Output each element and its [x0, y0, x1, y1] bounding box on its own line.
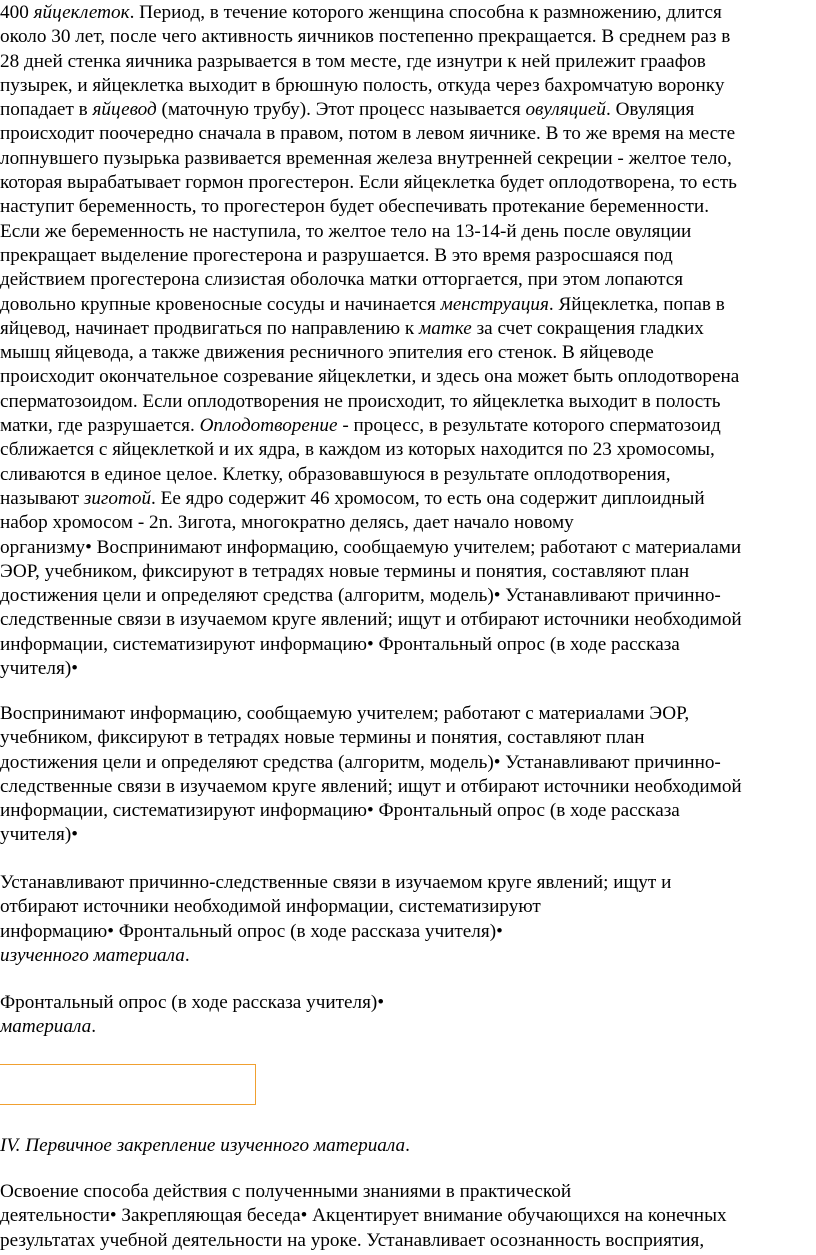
- text-line: [0, 98, 812, 122]
- text-segment: сперматозоидом. Если оплодотворения не происходит, то яйцеклетка выходит в полость: [0, 390, 721, 412]
- text-line: [0, 122, 812, 146]
- text-segment: Фронтальный опрос (в ходе рассказа учителя)•: [0, 992, 385, 1013]
- text-line: [0, 487, 812, 511]
- paragraph-activities-2: [0, 871, 812, 968]
- text-segment: матки, где разрушается.: [0, 415, 200, 437]
- text-segment: Устанавливают причинно-следственные связи в изучаемом круге явлений; ищут и: [0, 872, 672, 893]
- text-segment: называют: [0, 487, 84, 509]
- text-segment: информации, систематизируют информацию• Фронтальный опрос (в ходе рассказа: [0, 800, 680, 822]
- text-line: [0, 171, 812, 195]
- paragraph-activities-3: [0, 991, 812, 1040]
- text-segment: информации, систематизируют информацию• Фронтальный опрос (в ходе рассказа: [0, 633, 680, 655]
- text-segment: информацию• Фронтальный опрос (в ходе рассказа учителя)•: [0, 920, 503, 942]
- text-line: [0, 268, 812, 292]
- text-segment: .: [405, 1135, 410, 1156]
- text-line: [0, 1, 812, 25]
- text-line: [0, 317, 812, 341]
- text-segment: деятельности• Закрепляющая беседа• Акцентирует внимание обучающихся на конечных: [0, 1205, 727, 1227]
- text-line: [0, 1015, 812, 1039]
- text-line: [0, 584, 812, 608]
- text-line: [0, 560, 812, 584]
- text-line: [0, 775, 812, 799]
- text-line: [0, 920, 812, 944]
- text-segment: следственные связи в изучаемом круге явлений; ищут и отбирают источники необходимой: [0, 775, 742, 797]
- text-line: [0, 25, 812, 49]
- italic-term: менструация: [440, 293, 549, 315]
- text-segment: .: [91, 1016, 96, 1038]
- section-heading-iv: [0, 1134, 812, 1158]
- text-segment: сближается с яйцеклеткой и их ядра, в каждом из которых находится по 23 хромосомы,: [0, 439, 715, 461]
- text-segment: учителя)•: [0, 824, 78, 846]
- text-line: [0, 991, 812, 1015]
- italic-term: яйцеклеток: [33, 2, 130, 23]
- text-line: [0, 702, 812, 726]
- italic-term: Оплодотворение: [199, 415, 338, 437]
- text-segment: следственные связи в изучаемом круге явлений; ищут и отбирают источники необходимой: [0, 609, 742, 631]
- text-segment: Воспринимают информацию, сообщаемую учителем; работают с материалами ЭОР,: [0, 703, 690, 724]
- text-line: [0, 944, 812, 968]
- italic-term: IV. Первичное закрепление изученного материала: [0, 1135, 406, 1156]
- text-segment: достижения цели и определяют средства (алгоритм, модель)• Устанавливают причинно-: [0, 585, 721, 607]
- text-segment: . Яйцеклетка, попав в: [548, 293, 725, 315]
- text-line: [0, 74, 812, 98]
- text-line: [0, 608, 812, 632]
- text-line: [0, 511, 812, 535]
- text-segment: сливаются в единое целое. Клетку, образовавшуюся в результате оплодотворения,: [0, 463, 671, 485]
- text-line: [0, 220, 812, 244]
- text-segment: результатах учебной деятельности на уроке. Устанавливает осознанность восприятия,: [0, 1229, 705, 1251]
- text-line: [0, 341, 812, 365]
- text-segment: Освоение способа действия с полученными знаниями в практической: [0, 1181, 572, 1202]
- text-line: [0, 414, 812, 438]
- text-segment: происходит поочередно сначала в правом, потом в левом яичнике. В то же время на месте: [0, 123, 736, 145]
- text-line: [0, 390, 812, 414]
- text-line: [0, 1180, 812, 1204]
- text-line: [0, 895, 812, 919]
- text-segment: организму• Воспринимают информацию, сообщаемую учителем; работают с материалами: [0, 536, 742, 558]
- text-segment: яйцевод, начинает продвигаться по направлению к: [0, 317, 420, 339]
- text-segment: учебником, фиксируют в тетрадях новые термины и понятия, составляют план: [0, 727, 645, 749]
- italic-term: материала: [0, 1016, 92, 1038]
- text-segment: отбирают источники необходимой информации, систематизируют: [0, 896, 541, 918]
- text-segment: 400: [0, 2, 34, 23]
- text-line: [0, 657, 812, 681]
- empty-cell-box: [0, 1064, 256, 1105]
- text-line: [0, 50, 812, 74]
- italic-term: яйцевод: [92, 99, 157, 121]
- text-segment: пузырек, и яйцеклетка выходит в брюшную полость, откуда через бахромчатую воронку: [0, 74, 725, 96]
- text-line: [0, 1134, 812, 1158]
- italic-term: изученного материала: [0, 944, 185, 966]
- text-segment: около 30 лет, после чего активность яичников постепенно прекращается. В среднем раз в: [0, 26, 731, 48]
- text-line: [0, 1204, 812, 1228]
- text-segment: лопнувшего пузырька развивается временная железа внутренней секреции - желтое тело,: [0, 147, 732, 169]
- text-segment: попадает в: [0, 99, 93, 121]
- text-segment: . Ее ядро содержит 46 хромосом, то есть она содержит диплоидный: [151, 487, 705, 509]
- paragraph-activities-1: [0, 702, 812, 848]
- text-line: [0, 751, 812, 775]
- text-line: [0, 463, 812, 487]
- text-line: [0, 195, 812, 219]
- text-line: [0, 293, 812, 317]
- text-segment: за счет сокращения гладких: [471, 317, 704, 339]
- text-line: [0, 871, 812, 895]
- text-segment: действием прогестерона слизистая оболочка матки отторгается, при этом лопаются: [0, 269, 684, 291]
- text-line: [0, 536, 812, 560]
- paragraph-reproduction-text: [0, 1, 812, 681]
- text-segment: мышц яйцевода, а также движения ресничного эпителия его стенок. В яйцеводе: [0, 342, 654, 364]
- text-segment: 28 дней стенка яичника разрывается в том месте, где изнутри к ней прилежит граафов: [0, 50, 706, 72]
- text-segment: - процесс, в результате которого сперматозоид: [337, 415, 721, 437]
- text-line: [0, 1229, 812, 1253]
- paragraph-consolidation: [0, 1180, 812, 1253]
- text-segment: довольно крупные кровеносные сосуды и начинается: [0, 293, 441, 315]
- text-line: [0, 147, 812, 171]
- italic-term: зиготой: [83, 487, 152, 509]
- italic-term: овуляцией: [525, 99, 606, 121]
- text-line: [0, 823, 812, 847]
- text-segment: учителя)•: [0, 658, 78, 680]
- text-segment: прекращает выделение прогестерона и разрушается. В это время разросшаяся под: [0, 244, 673, 266]
- text-segment: наступит беременность, то прогестерон будет обеспечивать протекание беременности.: [0, 196, 709, 218]
- text-segment: набор хромосом - 2n. Зигота, многократно делясь, дает начало новому: [0, 512, 574, 534]
- text-line: [0, 633, 812, 657]
- text-line: [0, 244, 812, 268]
- text-segment: . Период, в течение которого женщина способна к размножению, длится: [129, 2, 722, 23]
- text-line: [0, 365, 812, 389]
- text-segment: Если же беременность не наступила, то желтое тело на 13-14-й день после овуляции: [0, 220, 692, 242]
- text-segment: (маточную трубу). Этот процесс называется: [156, 99, 526, 121]
- text-segment: . Овуляция: [605, 99, 695, 121]
- text-segment: которая вырабатывает гормон прогестерон. Если яйцеклетка будет оплодотворена, то есть: [0, 172, 737, 194]
- text-segment: достижения цели и определяют средства (алгоритм, модель)• Устанавливают причинно-: [0, 751, 721, 773]
- text-line: [0, 799, 812, 823]
- italic-term: матке: [419, 317, 472, 339]
- text-segment: ЭОР, учебником, фиксируют в тетрадях новые термины и понятия, составляют план: [0, 560, 690, 582]
- text-line: [0, 438, 812, 462]
- text-line: [0, 726, 812, 750]
- text-segment: .: [184, 944, 190, 966]
- text-segment: происходит окончательное созревание яйцеклетки, и здесь она может быть оплодотворена: [0, 366, 740, 388]
